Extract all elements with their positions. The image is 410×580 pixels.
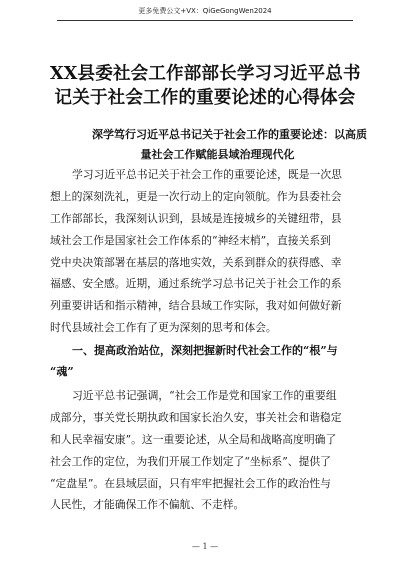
paragraph-line: “定盘星”。在县域层面，只有牢牢把握社会工作的政治性与 (50, 476, 331, 490)
paragraph-line: 域社会工作是国家社会工作体系的“神经末梢”，直接关系到 (50, 233, 331, 247)
subtitle-line-2: 量社会工作赋能县域治理现代化 (140, 148, 295, 161)
paragraph-line: 人民性，才能确保工作不偏航、不走样。 (50, 498, 245, 512)
page-number: — 1 — (191, 542, 219, 551)
title-line-1: XX县委社会工作部部长学习习近平总书 (50, 64, 361, 84)
paragraph-line: 学习习近平总书记关于社会工作的重要论述，既是一次思 (72, 168, 342, 181)
paragraph-line: 成部分，事关党长期执政和国家长治久安，事关社会和谐稳定 (50, 410, 342, 424)
section-paragraph (50, 385, 370, 516)
paragraph-line: 福感、安全感。近期，通过系统学习总书记关于社会工作的系 (50, 277, 342, 291)
subtitle-line-1: 深学笃行习近平总书记关于社会工作的重要论述：以高质 (92, 128, 367, 141)
section-heading-line-2: “魂” (50, 365, 74, 378)
paragraph-line: 和人民幸福安康”。这一重要论述，从全局和战略高度明确了 (50, 432, 337, 446)
paragraph-line: 想上的深刻洗礼，更是一次行动上的定向领航。作为县委社会 (50, 189, 342, 203)
paragraph-line: 时代县域社会工作有了更为深刻的思考和体会。 (50, 321, 277, 335)
paragraph-line: 列重要讲话和指示精神，结合县域工作实际，我对如何做好新 (50, 299, 342, 313)
document-title (50, 62, 360, 110)
document-subtitle (70, 125, 365, 165)
title-line-2: 记关于社会工作的重要论述的心得体会 (54, 88, 356, 108)
section-heading (50, 340, 370, 382)
section-heading-line-1: 一、提高政治站位，深刻把握新时代社会工作的“根”与 (72, 344, 338, 357)
header-rule (57, 20, 353, 21)
paragraph-line: 党中央决策部署在基层的落地实效，关系到群众的获得感、幸 (50, 255, 342, 269)
paragraph-line: 社会工作的定位，为我们开展工作划定了“坐标系”、提供了 (50, 454, 331, 468)
page-header: 更多免费公文+VX：QiGeGongWen2024 (138, 7, 272, 15)
paragraph-line: 工作部部长，我深刻认识到，县域是连接城乡的关键纽带，县 (50, 211, 342, 225)
paragraph-line: 习近平总书记强调，“社会工作是党和国家工作的重要组 (72, 389, 337, 402)
intro-paragraph (50, 164, 370, 339)
